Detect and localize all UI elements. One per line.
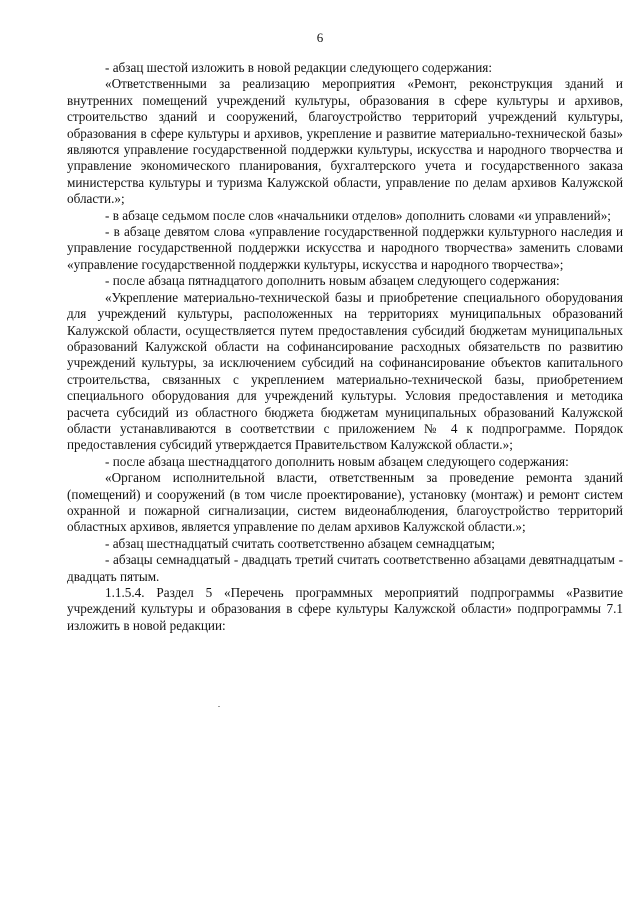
paragraph-amend-paragraph-six: - абзац шестой изложить в новой редакции следующего содержания: [105, 60, 493, 75]
scan-artifact-dot [218, 706, 220, 707]
paragraph-renumber-sixteenth: - абзац шестнадцатый считать соответственно абзацем семнадцатым; [105, 535, 495, 551]
paragraph-material-base: «Укрепление материально-технической базы и приобретение специального оборудования для учреждений культуры, расположенных на территориях муниципальных образований Калужской области, осуществляется путем предоставления субсидий бюджетам муниципальных образований Калужской области на софинансирование расходных обязательств по развитию учреждений культуры, за исключением субсидий на софинансирование объектов капитального строительства, связанных с укреплением материально-технической базы, приобретением специального оборудования для учреждений культуры. Условия предоставления и методика расчета субсидий из областного бюджета бюджетам муниципальных образований Калужской области устанавливаются в соответствии с приложением № 4 к подпрограмме. Порядок предоставления субсидий утверждается Правительством Калужской области.»; [67, 289, 623, 453]
paragraph-amend-paragraph-seven: - в абзаце седьмом после слов «начальники отделов» дополнить словами «и управлений»; [105, 207, 611, 223]
document-body [67, 60, 623, 634]
paragraph-after-sixteenth: - после абзаца шестнадцатого дополнить новым абзацем следующего содержания: [105, 453, 569, 469]
paragraph-archives-authority: «Органом исполнительной власти, ответственным за проведение ремонта зданий (помещений) и сооружений (в том числе проектирование), установку (монтаж) и ремонт систем охранной и пожарной сигнализации, систем видеонаблюдения, благоустройство территорий областных архивов, является управление по делам архивов Калужской области.»; [67, 470, 623, 535]
paragraph-responsible-parties: «Ответственными за реализацию мероприятия «Ремонт, реконструкция зданий и внутренних помещений учреждений культуры, образования в сфере культуры и архивов, строительство зданий и сооружений, благоустройство территорий учреждений культуры, образования в сфере культуры и архивов, укрепление и развитие материально-технической базы» являются управление государственной поддержки культуры, искусства и народного творчества и управление экономического планирования, бухгалтерского учета и государственного заказа министерства культуры и туризма Калужской области, управление по делам архивов Калужской области.»; [67, 76, 623, 207]
page-number: 6 [316, 30, 324, 45]
paragraph-renumber-range: - абзацы семнадцатый - двадцать третий считать соответственно абзацами девятнадцатым - двадцать пятым. [67, 552, 623, 584]
paragraph-amend-paragraph-nine: - в абзаце девятом слова «управление государственной поддержки культурного наследия и управление государственной поддержки искусства и народного творчества» заменить словами «управление государственной поддержки культуры, искусства и народного творчества»; [67, 224, 623, 272]
paragraph-after-fifteenth: - после абзаца пятнадцатого дополнить новым абзацем следующего содержания: [105, 273, 560, 289]
paragraph-section-five: 1.1.5.4. Раздел 5 «Перечень программных мероприятий подпрограммы «Развитие учреждений культуры и образования в сфере культуры Калужской области» подпрограммы 7.1 изложить в новой редакции: [67, 585, 623, 633]
